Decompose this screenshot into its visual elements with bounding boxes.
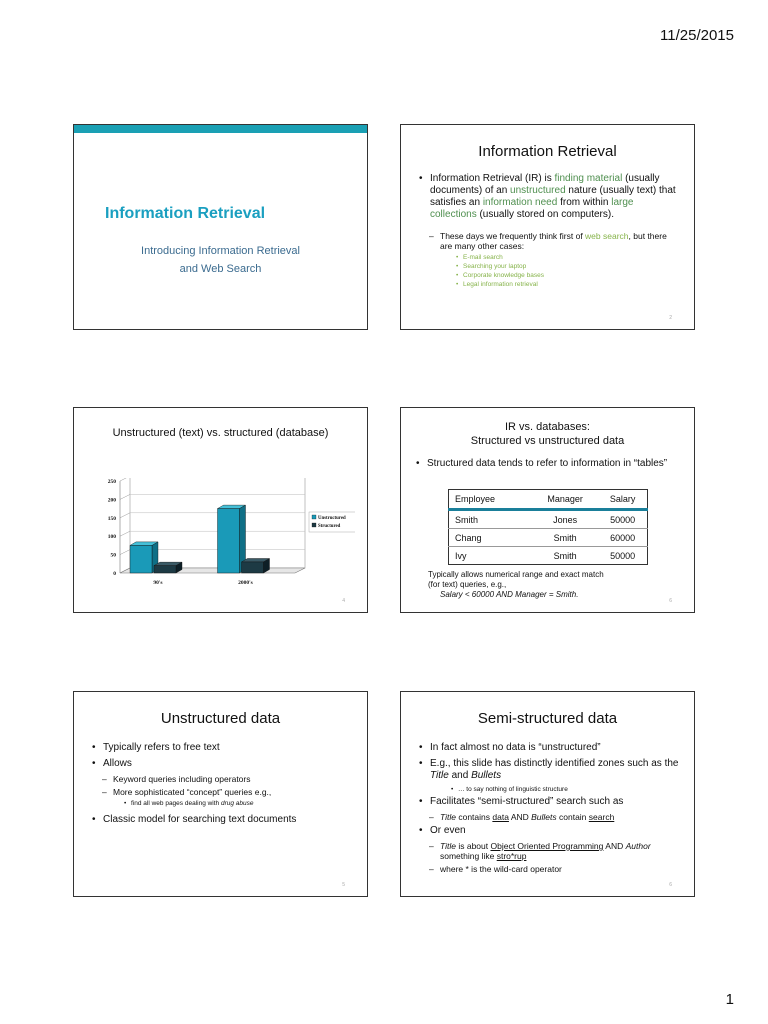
italic-text: Title bbox=[440, 812, 456, 822]
text: , but there are many other cases: bbox=[440, 231, 667, 251]
table-row bbox=[449, 510, 648, 529]
highlight-information-need: information need bbox=[482, 197, 558, 208]
highlight-web-search: web search bbox=[585, 231, 629, 241]
italic-text: Bullets bbox=[531, 812, 557, 822]
slide-number: 6 bbox=[669, 882, 672, 888]
sub-sub-bullet-drug-abuse bbox=[91, 800, 356, 808]
slide-1-subtitle bbox=[74, 242, 367, 278]
highlight-finding-material: finding material bbox=[554, 173, 623, 184]
title-line-1: IR vs. databases: bbox=[505, 421, 590, 433]
italic-text: Bullets bbox=[471, 770, 502, 781]
sub-bullet-title-contains bbox=[418, 812, 683, 822]
table-cell: 60000 bbox=[598, 529, 647, 547]
underlined-text: data bbox=[492, 812, 509, 822]
slide-2-title: Information Retrieval bbox=[478, 143, 617, 160]
table-row bbox=[449, 547, 648, 565]
case-item: • Corporate knowledge bases bbox=[418, 272, 678, 280]
slide-number: 2 bbox=[669, 315, 672, 321]
sub-bullet-linguistic: • … to say nothing of linguistic structure bbox=[418, 786, 683, 794]
column-header: Manager bbox=[532, 490, 598, 510]
bullet-allows: • Allows bbox=[91, 758, 356, 770]
bullet-ir-definition bbox=[418, 173, 678, 221]
legend-label: Unstructured bbox=[318, 516, 346, 521]
table-row bbox=[449, 529, 648, 547]
bullet-no-data-unstructured: • In fact almost no data is “unstructured” bbox=[418, 742, 683, 754]
y-tick-label: 250 bbox=[107, 479, 116, 485]
underlined-text: stro*rup bbox=[496, 851, 527, 861]
slide-1 bbox=[73, 124, 368, 330]
text: something like bbox=[440, 851, 497, 861]
text: from within bbox=[557, 197, 612, 208]
y-tick-label: 100 bbox=[107, 534, 116, 541]
table-cell: Smith bbox=[532, 529, 598, 547]
bullet-free-text: • Typically refers to free text bbox=[91, 742, 356, 754]
gridline-diagonal bbox=[120, 550, 130, 555]
bullet-zones bbox=[418, 758, 683, 782]
slide-1-title: Information Retrieval bbox=[105, 205, 266, 222]
note-line-2: (for text) queries, e.g., bbox=[428, 580, 507, 589]
sub-bullet-keyword-queries: – Keyword queries including operators bbox=[91, 774, 356, 784]
table-cell: Jones bbox=[532, 510, 598, 529]
y-tick-label: 200 bbox=[107, 497, 116, 504]
sub-bullet-title-about bbox=[418, 841, 683, 861]
table-header-row bbox=[449, 490, 648, 510]
y-tick-label: 50 bbox=[110, 552, 116, 559]
bar bbox=[154, 566, 176, 573]
italic-text: Author bbox=[625, 841, 651, 851]
bar bbox=[242, 562, 264, 573]
slide-2-body bbox=[418, 173, 678, 290]
text: nature (usually text) that satisfies an bbox=[430, 185, 676, 208]
slide-4 bbox=[400, 407, 695, 613]
query-note bbox=[428, 570, 604, 600]
y-tick-label: 0 bbox=[113, 571, 116, 577]
table-cell: Chang bbox=[449, 529, 533, 547]
gridline-diagonal bbox=[120, 513, 130, 518]
text: (usually documents) of an bbox=[430, 173, 660, 196]
subtitle-line-1: Introducing Information Retrieval bbox=[141, 245, 300, 257]
table-cell: Ivy bbox=[449, 547, 533, 565]
bar-chart bbox=[90, 478, 355, 598]
text: These days we frequently think first of bbox=[440, 231, 586, 241]
slide-1-accent-bar bbox=[74, 125, 367, 133]
text: AND bbox=[603, 841, 626, 851]
bullet-or-even: • Or even bbox=[418, 825, 683, 837]
italic-text: drug abuse bbox=[220, 800, 254, 807]
sub-bullet-web-search bbox=[418, 231, 678, 251]
subtitle-line-2: and Web Search bbox=[179, 263, 262, 275]
slide-4-title bbox=[401, 420, 694, 448]
title-line-2: Structured vs unstructured data bbox=[470, 435, 625, 447]
page-date: 11/25/2015 bbox=[660, 27, 734, 44]
x-tick-label: 2000's bbox=[238, 580, 253, 586]
note-example: Salary < 60000 AND Manager = Smith. bbox=[440, 590, 579, 599]
case-item: • Legal information retrieval bbox=[418, 281, 678, 289]
text: E.g., this slide has distinctly identified zones such as the bbox=[430, 758, 679, 769]
slide-5-body bbox=[91, 742, 356, 830]
bullet-structured-data: • Structured data tends to refer to information in “tables” bbox=[415, 458, 685, 470]
italic-text: Title bbox=[440, 841, 456, 851]
note-line-1: Typically allows numerical range and exact match bbox=[428, 570, 604, 579]
text: AND bbox=[508, 812, 532, 822]
text: Information Retrieval (IR) is bbox=[430, 173, 555, 184]
highlight-unstructured: unstructured bbox=[510, 185, 566, 196]
table-cell: Smith bbox=[532, 547, 598, 565]
bar bbox=[130, 545, 152, 573]
column-header: Employee bbox=[449, 490, 533, 510]
bullet-facilitates: • Facilitates “semi-structured” search such as bbox=[418, 796, 683, 808]
column-header: Salary bbox=[598, 490, 647, 510]
sub-bullet-concept-queries: – More sophisticated “concept” queries e.g., bbox=[91, 787, 356, 797]
table-cell: 50000 bbox=[598, 547, 647, 565]
bullet-classic-model: • Classic model for searching text documents bbox=[91, 814, 356, 826]
slide-5 bbox=[73, 691, 368, 897]
slide-6-body bbox=[418, 742, 683, 877]
legend-swatch bbox=[312, 515, 316, 519]
slide-3-title: Unstructured (text) vs. structured (database) bbox=[112, 427, 329, 439]
employee-table bbox=[448, 489, 648, 565]
gridline-diagonal bbox=[120, 478, 130, 481]
slide-3 bbox=[73, 407, 368, 613]
underlined-text: search bbox=[588, 812, 615, 822]
table-cell: 50000 bbox=[598, 510, 647, 529]
highlight-large-collections: large collections bbox=[430, 197, 634, 220]
y-tick-label: 150 bbox=[107, 515, 116, 522]
legend-label: Structured bbox=[318, 524, 341, 529]
slide-6-title: Semi-structured data bbox=[477, 710, 618, 727]
legend-swatch bbox=[312, 523, 316, 527]
gridline-diagonal bbox=[120, 531, 130, 536]
slide-6 bbox=[400, 691, 695, 897]
sub-bullet-wildcard: – where * is the wild-card operator bbox=[418, 864, 683, 874]
slide-4-body bbox=[415, 458, 685, 474]
case-item: • E-mail search bbox=[418, 254, 678, 262]
text: (usually stored on computers). bbox=[476, 209, 614, 220]
slide-number: 4 bbox=[342, 598, 345, 604]
slide-2 bbox=[400, 124, 695, 330]
case-item: • Searching your laptop bbox=[418, 263, 678, 271]
bar bbox=[218, 509, 240, 573]
underlined-text: Object Oriented Programming bbox=[490, 841, 604, 851]
slide-5-title: Unstructured data bbox=[160, 710, 281, 727]
italic-text: Title bbox=[430, 770, 449, 781]
gridline-diagonal bbox=[120, 494, 130, 499]
x-tick-label: 90's bbox=[153, 580, 163, 586]
slide-number: 6 bbox=[669, 598, 672, 604]
slide-number: 5 bbox=[342, 882, 345, 888]
text: contains bbox=[455, 812, 493, 822]
text: is about bbox=[455, 841, 491, 851]
text: and bbox=[448, 770, 472, 781]
page-number: 1 bbox=[725, 991, 734, 1008]
table-cell: Smith bbox=[449, 510, 533, 529]
text: contain bbox=[556, 812, 589, 822]
text: find all web pages dealing with bbox=[131, 800, 221, 807]
